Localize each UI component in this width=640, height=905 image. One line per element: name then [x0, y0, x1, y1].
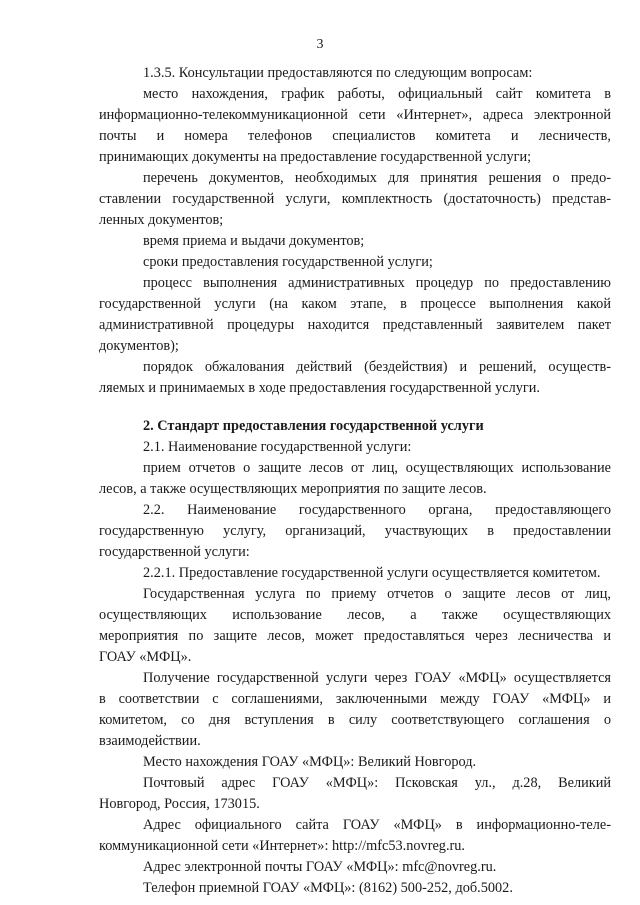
text-line: процесс выполнения административных процедур по предоставлению — [143, 275, 611, 291]
text-line: 2.2.1. Предоставление государственной услуги осуществляется комитетом. — [143, 565, 601, 581]
text-line: Место нахождения ГОАУ «МФЦ»: Великий Новгород. — [143, 754, 477, 770]
text-line: Адрес официального сайта ГОАУ «МФЦ» в информационно-теле- — [143, 817, 611, 833]
text-line: государственную услугу, организаций, участвующих в предоставлении — [99, 523, 611, 539]
text-line: административной процедуры находится представленный заявителем пакет — [99, 317, 611, 333]
text-line: комитетом, со дня вступления в силу соответствующего соглашения о — [99, 712, 611, 728]
section-heading: 2. Стандарт предоставления государственной услуги — [143, 418, 484, 434]
text-line: сроки предоставления государственной услуги; — [143, 254, 433, 270]
text-line: Государственная услуга по приему отчетов о защите лесов от лиц, — [143, 586, 611, 602]
text-line: коммуникационной сети «Интернет»: http://mfc53.novreg.ru. — [99, 838, 466, 854]
text-line: почты и номера телефонов специалистов комитета и лесничеств, — [99, 128, 611, 144]
text-line: Телефон приемной ГОАУ «МФЦ»: (8162) 500-252, доб.5002. — [143, 880, 513, 896]
text-line: информационно-телекоммуникационной сети «Интернет», адреса электронной — [99, 107, 611, 123]
text-line: ленных документов; — [99, 212, 224, 228]
text-line: Адрес электронной почты ГОАУ «МФЦ»: mfc@novreg.ru. — [143, 859, 497, 875]
text-line: время приема и выдачи документов; — [143, 233, 365, 249]
text-line: 2.1. Наименование государственной услуги: — [143, 439, 412, 455]
text-line: документов); — [99, 338, 179, 354]
text-line: государственной услуги: — [99, 544, 250, 560]
text-line: 1.3.5. Консультации предоставляются по следующим вопросам: — [143, 65, 533, 81]
text-line: взаимодействии. — [99, 733, 201, 749]
text-line: Почтовый адрес ГОАУ «МФЦ»: Псковская ул., д.28, Великий — [143, 775, 611, 791]
page-number: 3 — [316, 37, 324, 52]
text-line: осуществляющих использование лесов, а также осуществляющих — [99, 607, 611, 623]
text-line: 2.2. Наименование государственного органа, предоставляющего — [143, 502, 611, 518]
text-line: ляемых и принимаемых в ходе предоставления государственной услуги. — [99, 380, 540, 396]
text-line: государственной услуги (на каком этапе, в процессе выполнения какой — [99, 296, 611, 312]
text-line: место нахождения, график работы, официальный сайт комитета в — [143, 86, 611, 102]
text-line: лесов, а также осуществляющих мероприятия по защите лесов. — [99, 481, 487, 497]
text-line: перечень документов, необходимых для принятия решения о предо- — [143, 170, 611, 186]
text-line: принимающих документы на предоставление государственной услуги; — [99, 149, 532, 165]
text-line: мероприятия по защите лесов, может предоставляться через лесничества и — [99, 628, 611, 644]
text-line: ГОАУ «МФЦ». — [99, 649, 192, 665]
text-line: Новгород, Россия, 173015. — [99, 796, 260, 812]
text-line: ставлении государственной услуги, комплектность (достаточность) представ- — [99, 191, 611, 207]
text-line: прием отчетов о защите лесов от лиц, осуществляющих использование — [143, 460, 611, 476]
text-line: Получение государственной услуги через ГОАУ «МФЦ» осуществляется — [143, 670, 611, 686]
text-line: порядок обжалования действий (бездействия) и решений, осуществ- — [143, 359, 611, 375]
text-line: в соответствии с соглашениями, заключенными между ГОАУ «МФЦ» и — [99, 691, 611, 707]
